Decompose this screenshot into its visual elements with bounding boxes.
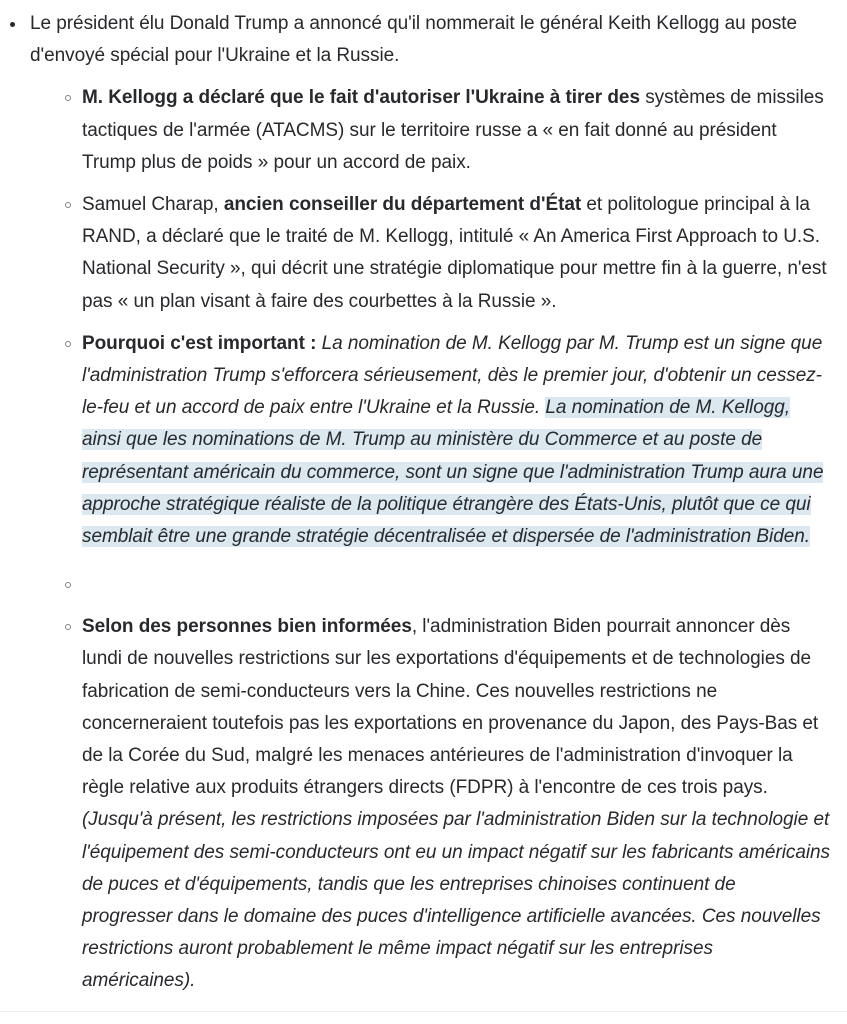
ring-bullet-icon bbox=[65, 95, 71, 101]
list-item-kellogg-atacms-statement bbox=[60, 82, 831, 179]
bold-lead-text: M. Kellogg a déclaré que le fait d'autoriser l'Ukraine à tirer des bbox=[82, 87, 640, 109]
ring-bullet-icon bbox=[65, 582, 71, 588]
bottom-divider bbox=[0, 1011, 847, 1012]
list-item-empty bbox=[60, 569, 831, 601]
list-item-why-it-matters bbox=[60, 328, 831, 553]
highlighted-text: La nomination de M. Kellogg, ainsi que les nominations de M. Trump au ministère du Commerce et au poste de représentant américain du commerce, sont un signe que l'administration Trump aura une approche stratégique réaliste de la politique étrangère des États-Unis, plutôt que ce qui semblait être une grande stratégie décentralisée et dispersée de l'administration Biden. bbox=[82, 397, 824, 548]
paragraph-text: systèmes de missiles tactiques de l'armée (ATACMS) sur le territoire russe a « en fait donné au président Trump plus de poids » pour un accord de paix. bbox=[82, 87, 824, 173]
bold-lead-text: Selon des personnes bien informées bbox=[82, 616, 412, 638]
bold-title-text: ancien conseiller du département d'État bbox=[223, 194, 582, 216]
disc-bullet-icon bbox=[10, 22, 15, 27]
paragraph-text: Le président élu Donald Trump a annoncé qu'il nommerait le général Keith Kellogg au poste d'envoyé spécial pour l'Ukraine et la Russie. bbox=[30, 13, 798, 67]
list-item-samuel-charap-rand bbox=[60, 189, 831, 318]
ring-bullet-icon bbox=[65, 341, 71, 347]
why-it-matters-label: Pourquoi c'est important : bbox=[82, 332, 317, 354]
ring-bullet-icon bbox=[65, 202, 71, 208]
italic-text: La nomination de M. Kellogg par M. Trump est un signe que l'administration Trump s'efforcera sérieusement, dès le premier jour, d'obtenir un cessez-le-feu et un accord de paix entre l'Ukraine et la Russie. bbox=[82, 332, 823, 419]
italic-parenthetical-text: (Jusqu'à présent, les restrictions imposées par l'administration Biden sur la technologie et l'équipement des semi-conducteurs ont eu un impact négatif sur les fabricants américains de puces et d'équipements, tandis que les entreprises chinoises continuent de progresser dans le domaine des puces d'intelligence artificielle avancées. Ces nouvelles restrictions auront probablement le même impact négatif sur les entreprises américaines). bbox=[82, 809, 831, 992]
ring-bullet-icon bbox=[65, 624, 71, 630]
top-level-bullet-list bbox=[0, 8, 831, 998]
sub-bullet-list bbox=[60, 82, 831, 997]
paragraph-text: et politologue principal à la RAND, a déclaré que le traité de M. Kellogg, intitulé « An America First Approach to U.S. National Security », qui décrit une stratégie diplomatique pour mettre fin à la guerre, n'est pas « un plan visant à faire des courbettes à la Russie ». bbox=[82, 194, 827, 312]
lead-text: Samuel Charap, bbox=[82, 194, 224, 216]
list-item-trump-kellogg-announcement bbox=[0, 8, 831, 998]
list-item-biden-chip-restrictions bbox=[60, 611, 831, 997]
paragraph-text: , l'administration Biden pourrait annoncer dès lundi de nouvelles restrictions sur les exportations d'équipements et de technologies de fabrication de semi-conducteurs vers la Chine. Ces nouvelles restrictions ne concerneraient toutefois pas les exportations en provenance du Japon, des Pays-Bas et de la Corée du Sud, malgré les menaces antérieures de l'administration d'invoquer la règle relative aux produits étrangers directs (FDPR) à l'encontre de ces trois pays. bbox=[82, 616, 819, 799]
